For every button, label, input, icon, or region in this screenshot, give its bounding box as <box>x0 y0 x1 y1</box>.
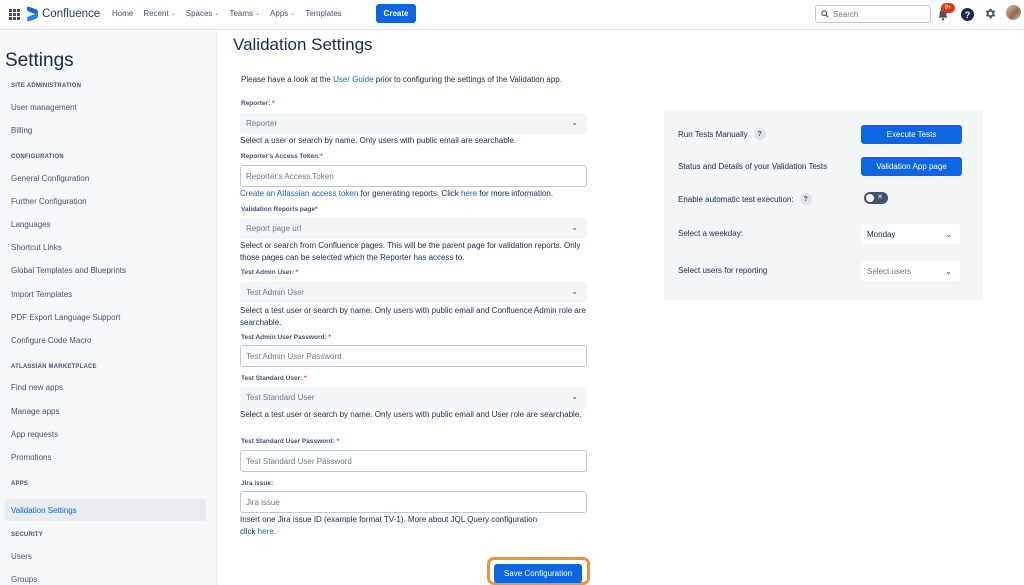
test-admin-help: Select a test user or search by name. Only users with public email and Confluence Admin role are searchable. <box>240 306 586 327</box>
auto-exec-row <box>678 193 812 205</box>
auto-exec-toggle[interactable] <box>864 192 888 204</box>
app-name: Confluence <box>42 8 101 20</box>
sidebar-section-heading: SITE ADMINISTRATION <box>11 83 82 89</box>
test-admin-select[interactable] <box>240 282 587 303</box>
create-token-link[interactable]: Create an Atlassian access token <box>240 189 359 198</box>
test-admin-password-field[interactable]: Test Admin User Password <box>240 345 587 367</box>
report-users-row <box>678 266 767 275</box>
weekday-row <box>678 229 743 238</box>
nav-teams[interactable] <box>229 9 260 18</box>
intro-suffix: prior to configuring the settings of the Validation app. <box>375 75 562 84</box>
help-icon[interactable]: ? <box>961 8 974 21</box>
test-standard-password-label: Test Standard User Password: * <box>241 438 340 445</box>
token-label: Reporter's Access Token:* <box>241 153 323 160</box>
chevron-down-icon: ⌄ <box>571 392 578 401</box>
sidebar-section-heading: SECURITY <box>11 532 43 538</box>
jql-here-link[interactable]: here <box>257 526 274 536</box>
user-guide-link[interactable]: User Guide <box>333 75 374 84</box>
nav-label: Recent <box>143 9 169 18</box>
chevron-down-icon: ⌄ <box>571 287 578 296</box>
test-standard-password-field[interactable]: Test Standard User Password <box>240 450 587 472</box>
reports-page-help: Select or search from Confluence pages. This will be the parent page for validation reports. Only those pages can be selected which the Reporter has access to. <box>240 241 581 262</box>
test-standard-value: Test Standard User <box>246 393 315 402</box>
sidebar-item-promotions[interactable]: Promotions <box>11 453 52 462</box>
sidebar-item-billing[interactable]: Billing <box>11 126 33 135</box>
jira-help-line2 <box>240 526 590 538</box>
sidebar-item-pdf-export-language-support[interactable]: PDF Export Language Support <box>11 313 121 322</box>
search-input[interactable] <box>833 10 923 19</box>
question-icon[interactable]: ? <box>800 193 812 205</box>
sidebar-item-import-templates[interactable]: Import Templates <box>11 290 73 299</box>
nav-label: Apps <box>270 9 289 18</box>
sidebar-item-further-configuration[interactable]: Further Configuration <box>11 197 87 206</box>
status-label: Status and Details of your Validation Tests <box>678 162 828 171</box>
nav-recent[interactable] <box>143 9 175 18</box>
intro-text <box>241 75 562 84</box>
run-tests-label: Run Tests Manually <box>678 129 748 139</box>
gear-icon[interactable] <box>984 7 997 20</box>
report-users-select[interactable] <box>861 261 960 281</box>
reporter-label: Reporter: * <box>241 100 275 107</box>
sidebar-item-users[interactable]: Users <box>11 552 32 561</box>
validation-app-page-button[interactable]: Validation App page <box>861 157 962 176</box>
sidebar-item-shortcut-links[interactable]: Shortcut Links <box>11 243 62 252</box>
reporter-help: Select a user or search by name. Only users with public email are searchable. <box>240 136 517 145</box>
sidebar-item-manage-apps[interactable]: Manage apps <box>11 407 60 416</box>
avatar[interactable] <box>1006 5 1021 20</box>
chevron-down-icon: ⌄ <box>945 229 952 239</box>
nav-label: Teams <box>229 9 254 18</box>
weekday-value: Monday <box>867 229 896 239</box>
jira-issue-field[interactable]: Jira issue <box>240 491 587 513</box>
sidebar-item-configure-code-macro[interactable]: Configure Code Macro <box>11 336 92 345</box>
nav-templates[interactable] <box>305 9 341 18</box>
intro-prefix: Please have a look at the <box>241 75 331 84</box>
token-help-mid: for generating reports. Click <box>360 189 459 198</box>
nav-label: Spaces <box>185 9 213 18</box>
chevron-down-icon: ⌄ <box>255 11 261 17</box>
confluence-logo[interactable] <box>27 7 100 21</box>
notification-badge: 9+ <box>941 3 955 13</box>
chevron-down-icon: ⌄ <box>214 11 220 17</box>
sidebar-item-general-configuration[interactable]: General Configuration <box>11 174 90 183</box>
test-standard-select[interactable] <box>240 387 587 408</box>
nav-spaces[interactable] <box>186 9 220 18</box>
toggle-off-icon: ✕ <box>877 194 883 201</box>
auto-exec-label: Enable automatic test execution: <box>678 194 794 204</box>
report-users-label: Select users for reporting <box>678 266 768 275</box>
nav-menu <box>112 9 352 18</box>
sidebar-section-heading: APPS <box>11 481 29 487</box>
search-box[interactable] <box>815 5 931 23</box>
chevron-down-icon: ⌄ <box>571 118 578 127</box>
chevron-down-icon: ⌄ <box>945 266 952 276</box>
settings-sidebar <box>0 31 217 585</box>
sidebar-title: Settings <box>5 50 74 71</box>
nav-apps[interactable] <box>270 9 295 18</box>
page-title: Validation Settings <box>233 35 373 54</box>
weekday-label: Select a weekday: <box>678 229 743 238</box>
nav-label: Templates <box>305 9 342 18</box>
token-help <box>240 188 590 200</box>
test-admin-password-label: Test Admin User Password: * <box>241 334 331 341</box>
top-navigation <box>0 0 1024 30</box>
sidebar-section-heading: CONFIGURATION <box>11 154 64 160</box>
search-icon <box>821 10 829 18</box>
jira-help <box>240 514 590 537</box>
sidebar-item-global-templates-and-blueprints[interactable]: Global Templates and Blueprints <box>11 266 127 275</box>
jira-issue-label: Jira issue: <box>241 480 274 487</box>
reports-page-value: Report page url <box>246 224 302 233</box>
chevron-down-icon: ⌄ <box>290 11 296 17</box>
sidebar-section-heading: ATLASSIAN MARKETPLACE <box>11 364 97 370</box>
report-users-placeholder: Select users <box>867 266 912 276</box>
test-standard-label: Test Standard User: * <box>241 375 307 382</box>
sidebar-item-languages[interactable]: Languages <box>11 220 51 229</box>
nav-home[interactable] <box>112 9 133 18</box>
reporter-select[interactable] <box>240 113 587 134</box>
weekday-select[interactable] <box>861 224 960 244</box>
execute-tests-button[interactable]: Execute Tests <box>861 125 962 144</box>
test-admin-label: Test Admin User: * <box>241 269 299 276</box>
reporter-value: Reporter <box>246 119 278 128</box>
sidebar-item-groups[interactable]: Groups <box>11 575 38 584</box>
app-switcher-icon[interactable] <box>9 9 20 20</box>
question-icon[interactable]: ? <box>754 128 766 140</box>
sidebar-item-user-management[interactable]: User management <box>11 103 77 112</box>
reports-page-label: Validation Reports page* <box>241 206 318 213</box>
jira-help-suffix: . <box>273 526 277 536</box>
nav-label: Home <box>112 9 134 18</box>
save-configuration-button[interactable]: Save Configuration <box>494 564 582 583</box>
sidebar-item-find-new-apps[interactable]: Find new apps <box>11 383 64 392</box>
sidebar-item-app-requests[interactable]: App requests <box>11 430 59 439</box>
confluence-logo-icon <box>27 7 38 21</box>
chevron-down-icon: ⌄ <box>170 11 176 17</box>
create-button[interactable]: Create <box>376 4 416 23</box>
chevron-down-icon: ⌄ <box>571 223 578 232</box>
jira-help-text: Insert one Jira issue ID (example format TV-1). More about JQL Query configuration <box>240 515 538 524</box>
reports-page-select[interactable] <box>240 218 587 239</box>
token-more-info-link[interactable]: here <box>461 189 478 198</box>
run-tests-row <box>678 128 766 140</box>
jira-help-prefix: click <box>240 526 256 536</box>
token-help-end: for more information. <box>479 189 554 198</box>
test-admin-value: Test Admin User <box>246 288 305 297</box>
sidebar-item-validation-settings[interactable]: Validation Settings <box>5 499 206 521</box>
access-token-field[interactable]: Reporter's Access Token <box>240 165 587 187</box>
status-row <box>678 162 827 171</box>
test-standard-help: Select a test user or search by name. Only users with public email and User role are searchable. <box>240 410 582 419</box>
